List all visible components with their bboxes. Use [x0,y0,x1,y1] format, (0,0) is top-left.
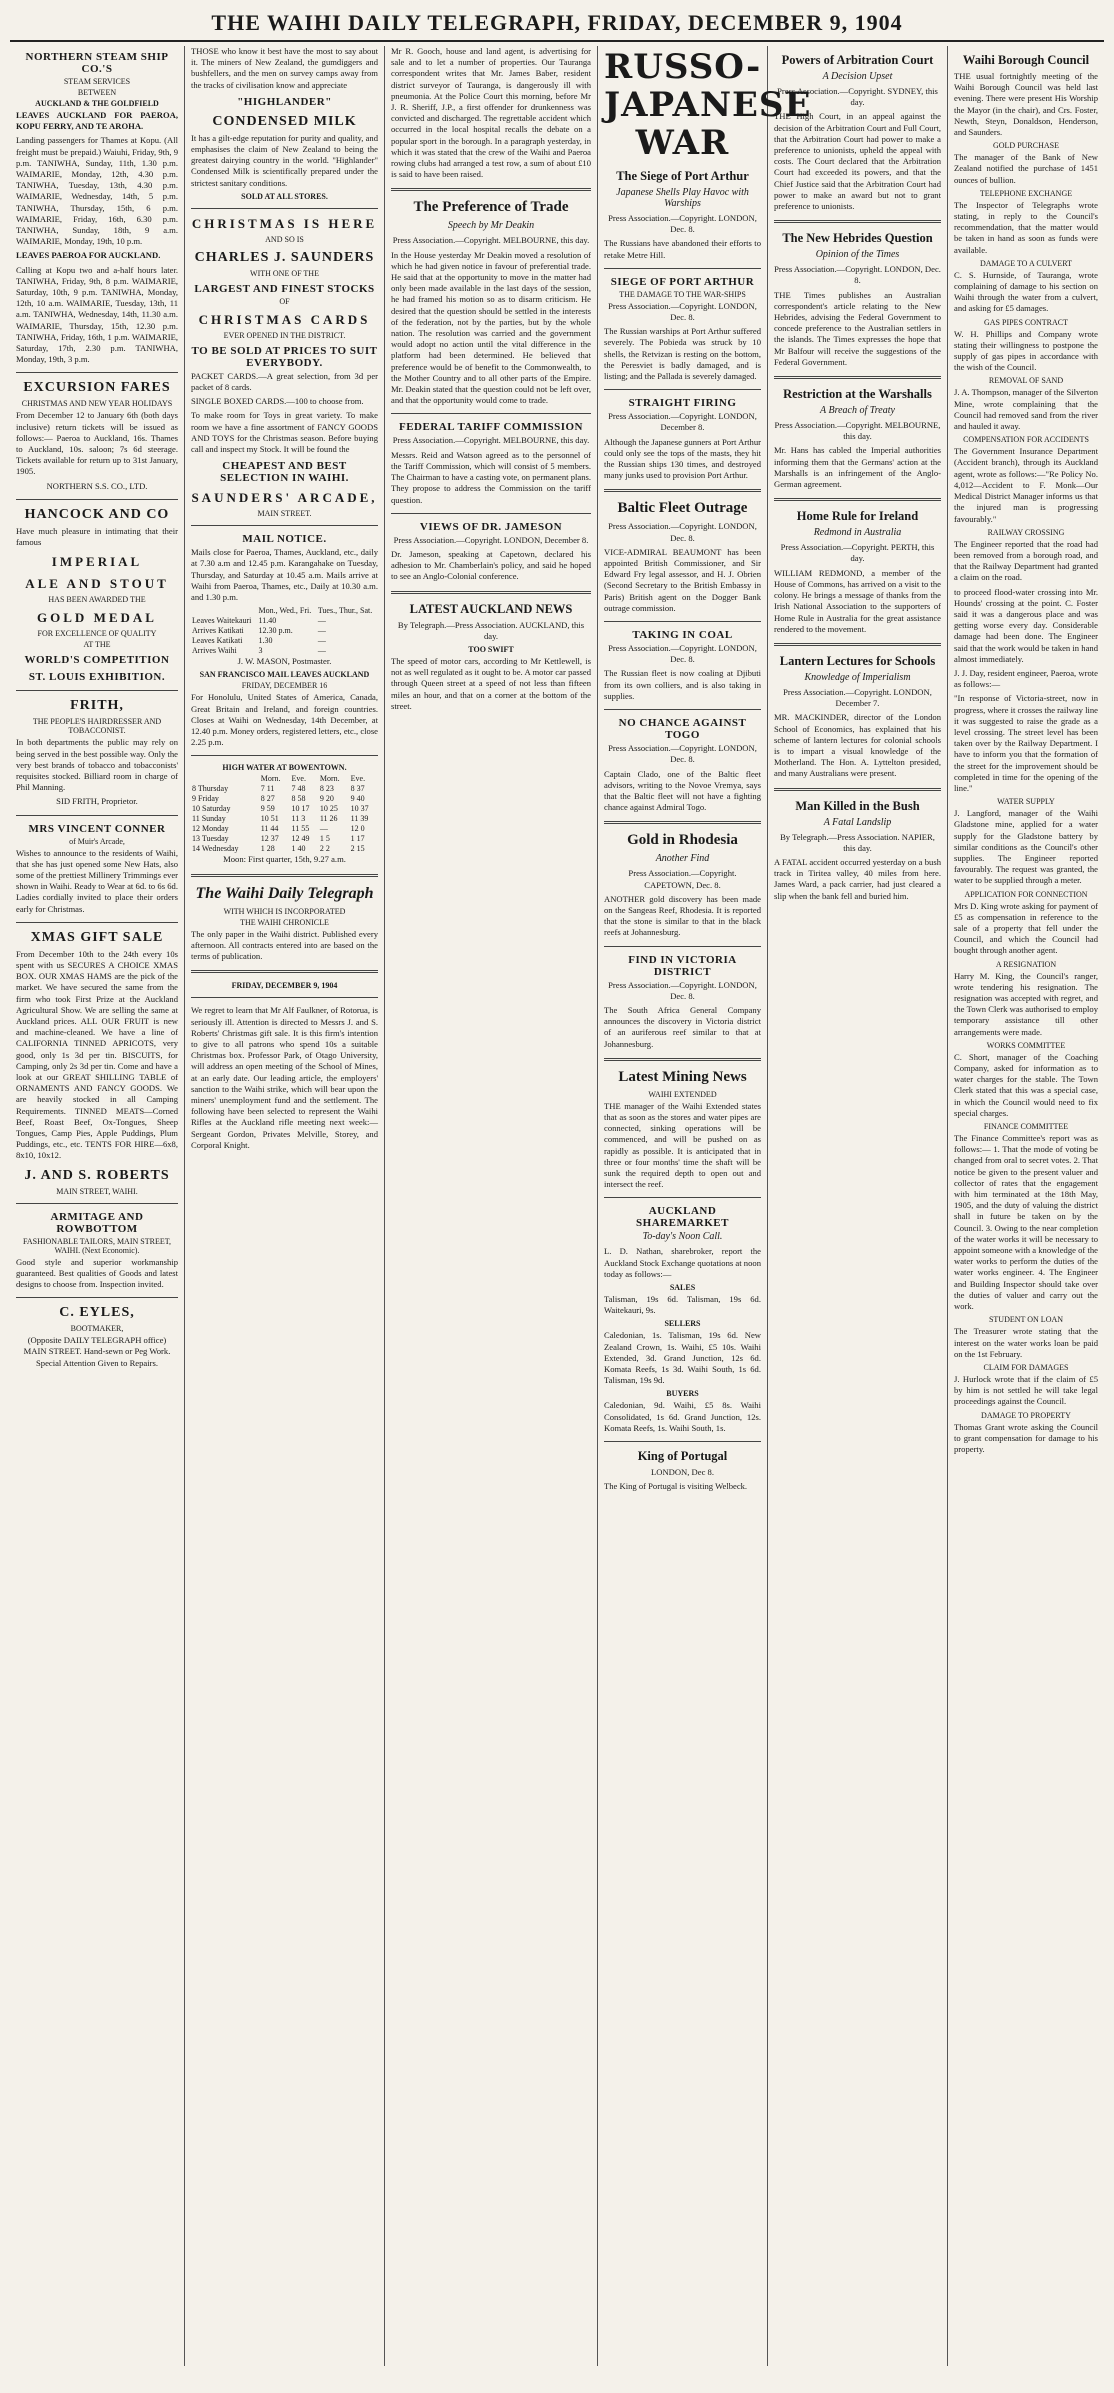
armit-body: Good style and superior workmanship guaranteed. Best qualities of Goods and latest designs to choose from. Inspection invited. [16,1256,178,1289]
xmas-title: XMAS GIFT SALE [30,929,164,945]
section-head: APPLICATION FOR CONNECTION [964,889,1088,899]
hancock-title: HANCOCK AND CO [24,506,170,522]
armit-title: ARMITAGE AND ROWBOTTOM [50,1210,144,1235]
section-head: DAMAGE TO PROPERTY [981,1410,1071,1420]
table-cell: — [317,626,326,636]
section-body: The Engineer reported that the road had been removed from a borough road, and that the Railway Department had granted a claim on the road. [954,538,1098,583]
column-2 [185,46,385,2366]
firing-press: Press Association.—Copyright. LONDON, December 8. [608,411,757,433]
table-cell: 11 26 [319,814,338,824]
table-cell: 1.30 [258,636,273,646]
section-head: STUDENT ON LOAN [988,1315,1064,1325]
siege-sub: Japanese Shells Play Havoc with Warships [616,187,749,209]
divider [191,874,378,877]
table-cell: 9 59 [260,804,275,814]
hancock-at: AT THE [83,640,111,650]
lec-sub: Knowledge of Imperialism [804,671,911,683]
table-header: Mon., Wed., Fri. [258,606,312,616]
section-head: TELEPHONE EXCHANGE [979,188,1073,198]
togo-body: Captain Clado, one of the Baltic fleet advisors, writing to the Novoe Vremya, says that the Baltic fleet will not have a fighting chance against Admiral Togo. [604,768,761,813]
portugal-press: LONDON, Dec 8. [650,1467,714,1478]
vic-press: Press Association.—Copyright. LONDON, Dec. 8. [608,979,757,1001]
firing-title: STRAIGHT FIRING [628,397,737,410]
arb-body: THE High Court, in an appeal against the decision of the Arbitration Court and Full Court, that the Arbitration Court had power to make a preference to unionists, upheld the appeal with costs. The Court declared that the Arbitration Court had exceeded its powers, and that the Chief Justice said that the Arbitration Court had power to make an award but not to grant preference to unionists. [774,111,941,212]
sf-body: For Honolulu, United States of America, Canada, Great Britain and Ireland, and foreign countries. Closes at Waihi on Wednesday, 14th December, at 12.40 p.m. Money orders, registered letters, etc., close 2.25 p.m. [191,692,378,748]
war-headline: RUSSO-JAPANESE WAR [604,47,812,163]
hw-moon: Moon: First quarter, 15th, 9.27 a.m. [223,854,346,865]
ch-cheapest: CHEAPEST AND BEST SELECTION IN WAIHI. [220,460,349,485]
date-line: FRIDAY, DECEMBER 9, 1904 [231,981,338,991]
hancock-world: WORLD'S COMPETITION [24,654,170,667]
divider [191,997,378,998]
hancock-stl: ST. LOUIS EXHIBITION. [28,671,166,684]
hancock-imperial: IMPERIAL [51,554,143,570]
conner-title: MRS VINCENT CONNER [28,822,166,835]
council-title: Waihi Borough Council [962,53,1090,67]
divider [774,788,941,791]
editorial: We regret to learn that Mr Alf Faulkner, of Rotorua, is seriously ill. Attention is directed to Messrs J. and S. Roberts' Christmas gift sale. It is this firm's intention to give to all patrons who spend 10s a suitable Christmas box. Professor Park, of Otago University, will address an open meeting of the School of Mines, at an early date. Our leading article, the employers' sanction to the Waihi strike, which will bear upon the miners' unemployment fund and the settlement. The following have been selected to represent the Waihi Rifles at the Auckland rifle meeting next week:—Sergeant Gordon, Privates Melville, Storey, and Corporal Knight. [191,1005,378,1150]
section-body: C. Short, manager of the Coaching Company, asked for information as to water charges for the stable. The Town Clerk stated that this was a special case, in which the Council would need to fix special charges. [954,1051,1098,1118]
hl-sold: SOLD AT ALL STORES. [241,191,328,201]
pref-press: Press Association.—Copyright. MELBOURNE, this day. [392,235,590,246]
divider [604,1058,761,1061]
section-head: REMOVAL OF SAND [988,376,1064,386]
divider [391,413,591,414]
ship-body: Landing passengers for Thames at Kopu. (All freight must be prepaid.) Waiuhi, Friday, 9th, 9 p.m. TANIWHA, Sunday, 11th, 1.30 p.m. WAIMARIE, Monday, 12th, 4.30 p.m. TANIWHA, Tuesday, 13th, 4.30 p.m. WAIMARIE, Wednesday, 14th, 5 p.m. TANIWHA, Thursday, 15th, 6 p.m. WAIMARIE, Friday, 16th, 6.30 p.m. TANIWHA, Sunday, 18th, 9 a.m. WAIMARIE, Monday, 19th, 10 p.m. [16,135,178,247]
table-cell: 3 [258,646,263,656]
table-row [191,636,378,646]
table-cell: 10 51 [260,814,279,824]
table-cell: 7 11 [260,784,275,794]
table-row [191,616,378,626]
table-cell: 1 28 [260,844,275,854]
share-buyers: Caledonian, 9d. Waihi, £5 8s. Waihi Consolidated, 1s 6d. Grand Junction, 12s. Komata Reefs, 1s. Waihi South, 1s. [604,1400,761,1433]
table-cell: 7 48 [291,784,306,794]
section-body: J. Hurlock wrote that if the claim of £5 by him is not settled he will take legal proceedings against the Council. [954,1373,1098,1407]
table-cell: 9 Friday [192,794,219,804]
divider [774,376,941,379]
hr-title: Home Rule for Ireland [796,509,919,524]
arb-sub: A Decision Upset [822,71,893,82]
share-sub: To-day's Noon Call. [642,1231,723,1243]
tariff-press: Press Association.—Copyright. MELBOURNE, this day. [392,435,590,446]
ch-main: MAIN STREET. [257,509,312,519]
firing-body: Although the Japanese gunners at Port Arthur could only see the tops of the masts, they hit the Russian ships 130 times, and destroyed many junks used to provision Port Arthur. [604,436,761,481]
table-cell: 10 25 [319,804,338,814]
table-row [191,824,378,834]
divider [16,815,178,816]
logo-sub: WITH WHICH IS INCORPORATED [223,906,346,916]
lec-press: Press Association.—Copyright. LONDON, December 7. [783,686,932,709]
table-row [191,794,378,804]
section-head: RAILWAY CROSSING [987,527,1065,537]
frith-body: In both departments the public may rely on being served in the best possible way. Only the very best brands of tobacco and tobacconists' requisites stocked. Billiard room in charge of Phil Manning. [16,737,178,793]
latest-title: LATEST AUCKLAND NEWS [409,601,573,616]
arb-title: Powers of Arbitration Court [781,53,934,67]
hr-body: WILLIAM REDMOND, a member of the House of Commons, has arrived on a visit to the colony. He brings a message of thanks from the Irish National Association to the supporters of Home Rule in Australia for the great assistance rendered to the movement. [774,567,941,634]
table-header: Tues., Thur., Sat. [317,606,373,616]
table-cell: 12 49 [291,834,310,844]
hr-press: Press Association.—Copyright. PERTH, this day. [780,542,935,564]
ch-opened: EVER OPENED IN THE DISTRICT. [223,330,346,340]
ship-title: NORTHERN STEAM SHIP CO.'S [25,51,169,75]
table-cell: 8 Thursday [192,784,229,794]
sf-title: SAN FRANCISCO MAIL LEAVES AUCKLAND [199,670,370,680]
ship-between: BETWEEN [77,88,117,97]
ch-name: CHARLES J. SAUNDERS [194,249,375,265]
table-cell: 9 20 [319,794,334,804]
pref-sub: Speech by Mr Deakin [447,220,535,232]
section-body: W. H. Phillips and Company wrote stating their willingness to postpone the supply of gas pipes in accordance with the wish of the Council. [954,328,1098,373]
mining-title: Latest Mining News [618,1068,747,1085]
share-title: AUCKLAND SHAREMARKET [636,1205,729,1230]
divider [191,525,378,526]
lec-title: Lantern Lectures for Schools [779,653,936,668]
table-cell: 1 17 [350,834,365,844]
section-head: A RESIGNATION [995,959,1057,969]
table-cell: 11 Sunday [192,814,226,824]
conner-body: Wishes to announce to the residents of Waihi, that she has just opened some New Hats, also some of the prettiest Millinery Trimmings ever shown in Waihi. Ready to Wear at 6d. to 6s 6d. Ladies cordially invited to place their orders early for Christmas. [16,847,178,914]
nh-sub: Opinion of the Times [815,249,900,261]
column-5 [768,46,948,2366]
high-water-table [191,774,378,854]
divider [774,220,941,223]
togo-title: NO CHANCE AGAINST TOGO [618,717,747,742]
table-cell: 11 39 [350,814,369,824]
ch-packet: PACKET CARDS.—A great selection, from 3d per packet of 8 cards. [191,370,378,393]
baltic-title: Baltic Fleet Outrage [617,500,748,517]
section-body: The Finance Committee's report was as follows:— 1. That the mode of voting be changed from oral to secret votes. 2. That notice be given to the present valuer and collector of rates that the engagement with him terminated at the 18th May, 1905, and the duty of valuing the district shall in future be taken on by the Council. 3. Owing to the near completion of the water works it will be necessary to appoint someone with a knowledge of the water works to perform the duties of the water works engineer. 4. The Engineer and Building Inspector should take over the duties of valuer and carry out the work. [954,1133,1098,1312]
pref-title: The Preference of Trade [413,199,569,216]
exc-sign: NORTHERN S.S. CO., LTD. [46,480,148,491]
bush-sub: A Fatal Landslip [823,816,892,828]
mining-body: THE manager of the Waihi Extended states that as soon as the stores and water pipes are connected, sinking operations will be commenced, and will be pushed on as rapidly as possible. It is anticipated that in three or four months' time the shaft will be sunk the required depth to open out and intersect the reef. [604,1100,761,1190]
masthead: THE WAIHI DAILY TELEGRAPH, FRIDAY, DECEMBER 9, 1904 [10,10,1104,42]
table-cell: 12.30 p.m. [258,626,293,636]
table-cell: 12 37 [260,834,279,844]
table-header: Morn. [319,774,340,784]
section-head: FINANCE COMMITTEE [983,1122,1069,1132]
table-cell: 11.40 [258,616,277,626]
table-cell: — [317,646,326,656]
section-body: to proceed flood-water crossing into Mr. Hounds' crossing at the point. C. Foster said it was a dangerous place and was getting worse every day. Considerable damage had been done. The Engineer said that the work would be taken in hand almost immediately. [954,586,1098,664]
lec-body: MR. MACKINDER, director of the London School of Economics, has explained that his scheme of lantern lectures for colonial schools is to impart a visual knowledge of the Motherland. The Hon. A. Lyttelton presided, and many Australians were present. [774,712,941,779]
share-sellers-head: SELLERS [664,1319,701,1329]
section-body: The Inspector of Telegraphs wrote stating, in reply to the Council's recommendation, that the matter would be taken in hand as soon as funds were available. [954,199,1098,255]
divider [604,946,761,947]
table-cell: 14 Wednesday [192,844,239,854]
ch-of: OF [279,296,290,306]
hl-title: "HIGHLANDER" [237,95,332,108]
logo-sub2: THE WAIHI CHRONICLE [240,917,329,927]
table-cell: 12 Monday [192,824,229,834]
divider [604,1441,761,1442]
vic-body: The South Africa General Company announces the discovery in Victoria district of an auriferous reef similar to that at Johannesburg. [604,1004,761,1049]
hancock-award: HAS BEEN AWARDED THE [48,595,146,605]
newspaper-logo: The Waihi Daily Telegraph [195,884,374,902]
latest-body: The speed of motor cars, according to Mr Kettlewell, is not as well regulated as it ought to be. A motor car passed through Queen street at a speed of not less than fifteen miles an hour, and that on a corner at the bottom of the street. [391,655,591,711]
divider [774,498,941,501]
mail-title: MAIL NOTICE. [242,533,327,546]
ch-and: AND SO IS [265,234,304,244]
frith-title: FRITH, [70,698,124,714]
gold-body: ANOTHER gold discovery has been made on the Sangeas Reef, Rhodesia. It is reported that the stone is similar to that in the black reefs at Johannesburg. [604,893,761,938]
exc-title: EXCURSION FARES [23,380,171,396]
baltic-body: VICE-ADMIRAL BEAUMONT has been appointed British Commissioner, and Sir Edward Fry legal assessor, and H. J. Obrien (Second Secretary to the British Embassy in Paris) British agent on the Dogger Bank outrage commission. [604,546,761,613]
vic-title: FIND IN VICTORIA DISTRICT [628,953,737,978]
section-head: GAS PIPES CONTRACT [983,317,1068,327]
ch-arcade: SAUNDERS' ARCADE, [191,490,378,506]
conner-sub: of Muir's Arcade, [69,836,125,846]
divider [16,372,178,373]
tariff-body: Messrs. Reid and Watson agreed as to the personnel of the Tariff Commission, which will consist of 5 members. The Chairman to have a casting vote, on permanent plans. They propose to address the Commission on the tariff question. [391,449,591,505]
gold-title: Gold in Rhodesia [627,832,738,849]
table-row [191,804,378,814]
divider [391,591,591,594]
section-body: "In response of Victoria-street, now in progress, where it crosses the railway line it was suggested to raise the grade as a level crossing. The street level has been taken over by the Railway Department. I have to inform you that the formation of the street for the improvement should be completed in time for the opening of the line." [954,693,1098,793]
section-head: DAMAGE TO A CULVERT [979,258,1073,268]
divider [391,513,591,514]
table-cell: 9 40 [350,794,365,804]
column-3 [385,46,598,2366]
dmg-sub: THE DAMAGE TO THE WAR-SHIPS [619,289,746,299]
coal-title: TAKING IN COAL [632,629,733,642]
wh-sub: A Breach of Treaty [820,405,895,417]
table-cell: Arrives Waihi [192,646,237,656]
roberts-title: J. AND S. ROBERTS [24,1167,170,1183]
mining-sub: WAIHI EXTENDED [648,1089,717,1099]
share-body: L. D. Nathan, sharebroker, report the Auckland Stock Exchange quotations at noon today as follows:— [604,1246,761,1279]
ch-sold: TO BE SOLD AT PRICES TO SUIT EVERYBODY. [191,344,378,369]
share-sellers: Caledonian, 1s. Talisman, 19s 6d. New Zealand Crown, 1s. Waihi, £5 10s. Waihi Extended, 3d. Grand Junction, 12s 6d. Komata Reefs, 1s 3d. Waihi South, 1s 6d. Talisman, 19s 9d. [604,1330,761,1386]
table-cell: 2 2 [319,844,330,854]
ch-cards: CHRISTMAS CARDS [198,311,371,327]
divider [774,643,941,646]
hl-milk: CONDENSED MILK [212,113,357,129]
table-cell: 8 37 [350,784,365,794]
section-head: COMPENSATION FOR ACCIDENTS [963,435,1089,445]
dmg-title: SIEGE OF PORT ARTHUR [610,275,755,288]
column-1 [10,46,185,2366]
table-cell: 11 3 [291,814,306,824]
divider [191,755,378,756]
wh-body: Mr. Hans has cabled the Imperial authorities informing them that the Germans' action at the Marshalls is an infringement of the Anglo-German agreement. [774,445,941,490]
table-cell: 10 Saturday [192,804,231,814]
coal-press: Press Association.—Copyright. LONDON, Dec. 8. [608,643,757,665]
frith-sign: SID FRITH, Proprietor. [56,796,138,807]
nh-title: The New Hebrides Question [782,231,933,246]
wh-press: Press Association.—Copyright. MELBOURNE, this day. [774,420,941,442]
ship-body2: Calling at Kopu two and a-half hours later. TANIWHA, Friday, 9th, 8 p.m. WAIMARIE, Saturday, 10th, 9 p.m. TANIWHA, Monday, 12th, 10 a.m. WAIMARIE, Tuesday, 13th, 11 a.m. TANIWHA, Wednesday, 14th, 11.30 a.m. WAIMARIE, Thursday, 15th, 12.30 p.m. TANIWHA, Friday, 16th, 1 p.m. WAIMARIE, Saturday, 17th, 2.30 p.m. TANIWHA, Monday, 19th, 3 p.m. [16,264,178,365]
jam-body: Dr. Jameson, speaking at Capetown, declared his adhesion to Mr. Chamberlain's policy, and said he hoped to see an Anglo-Colonial conference. [391,548,591,582]
section-head: WORKS COMMITTEE [986,1040,1066,1050]
divider [604,268,761,269]
table-cell: 1 40 [291,844,306,854]
divider [16,1203,178,1204]
ch-title: CHRISTMAS IS HERE [191,215,378,231]
roberts-sub: MAIN STREET, WAIHI. [56,1186,138,1196]
jam-press: Press Association.—Copyright. LONDON, December 8. [393,534,589,545]
table-header: Eve. [350,774,366,784]
siege-body: The Russians have abandoned their efforts to retake Metre Hill. [604,238,761,260]
mail-body: Mails close for Paeroa, Thames, Auckland, etc., daily at 7.30 a.m and 12.45 p.m. Karangahake on Tuesday, Thursday, and Saturday at 10.45 a.m. Mails arrive at Waihi from Paeroa, Thames, etc., Daily at 10.30 a.m. and 1.30 p.m. [191,547,378,603]
section-body: The Treasurer wrote stating that the interest on the water works loan be paid on the 1st February. [954,1326,1098,1359]
dmg-press: Press Association.—Copyright. LONDON, Dec. 8. [608,300,757,323]
latest-press: By Telegraph.—Press Association. AUCKLAND, this day. [397,619,585,641]
table-header: Eve. [291,774,306,784]
columns [10,46,1104,2366]
divider [604,489,761,492]
pref-body: In the House yesterday Mr Deakin moved a resolution of which he had given notice in favour of preferential trade. He said that at the opportunity to move in the matter had only been made available in the last days of the session, he had framed his motion so as to disarm criticism. He desired that the question should be settled in the interests of the federation, not by the parties, but by the whole nation. The resolution was carried and the government would adopt no action until the vital difference in the platform had been determined. He believed that preference would be of benefit to the Commonwealth, to the Mother Country and to all other parts of the Empire. Mr. Deakin stated that the question could not be left over, and that the opportunity would come to trade. [391,249,591,406]
table-header: Morn. [260,774,281,784]
ch-with: WITH ONE OF THE [250,268,319,278]
section-body: J. A. Thompson, manager of the Silverton Mine, wrote complaining that the Council had removed sand from the river and hauled it away. [954,387,1098,432]
frith-sub: THE PEOPLE'S HAIRDRESSER AND TOBACCONIST. [32,717,162,736]
divider [604,621,761,622]
table-cell: 2 15 [350,844,365,854]
divider [16,690,178,691]
section-body: The Government Insurance Department (Accident branch), through its Auckland agent, wrote as follows:—"Re Policy No. 4,012—Accident to F. Monk—Our Medical District Manager informs us that the injured man is progressing favourably." [954,446,1098,524]
mail-sign: J. W. MASON, Postmaster. [237,656,332,667]
intro-body: Mr R. Gooch, house and land agent, is advertising for sale and to let a number of properties. Our Tauranga correspondent writes that Mr. James Baber, resident district surveyor of Tauranga, is dangerously ill with pneumonia. At the Police Court this morning, before Mr J. R. Sheriff, J.P., a first offender for drunkenness was convicted and discharged. The regrettable accident which occurred in the local hospital recalls the debate on a popular sport in the borough. In a paragraph yesterday, in which it was stated that the crew of the Waihi and Paeroa rowing clubs had arranged a test row, a sum of about £10 is said to have been raised. [391,46,591,180]
table-row [191,834,378,844]
xmas-body: From December 10th to the 24th every 10s spent with us SECURES A CHOICE XMAS BOX. OUR XMAS HAMS are the pick of the market. We have secured the same from the firm who took First Prize at the Auckland Agricultural Show. We are selling the same at Auckland prices. ALL OUR FRUIT is new and machine-cleaned. We have a line of CALIFORNIA TINNED APRICOTS, very good, only 1s 3d per tin. BISCUITS, for Camping, only 2s 3d per tin. Come and have a look at our GREAT SHILLING TABLE of ORNAMENTS AND FANCY GOODS. We are heavily stocked in all Camping Requirements. TINNED MEATS—Corned Beef, Roast Beef, Ox-Tongues, Sheep Tongues, Camp Pies, Apple Puddings, Plum Puddings, etc., etc. TENTS FOR HIRE—6x8, 8x10, 10x12. [16,948,178,1161]
tariff-title: FEDERAL TARIFF COMMISSION [398,421,584,434]
divider [604,389,761,390]
table-cell: 1 5 [319,834,330,844]
eyles-body: (Opposite DAILY TELEGRAPH office) MAIN STREET. Hand-sewn or Peg Work. Special Attention Given to Repairs. [23,1335,171,1368]
table-header [191,774,260,784]
section-head: GOLD PURCHASE [992,141,1059,151]
column-6 [948,46,1104,2366]
divider [16,922,178,923]
table-row [191,844,378,854]
siege-press: Press Association.—Copyright. LONDON, Dec. 8. [608,213,757,235]
exc-sub: CHRISTMAS AND NEW YEAR HOLIDAYS [21,399,173,409]
hancock-intro: Have much pleasure in intimating that their famous [16,525,178,548]
dmg-body: The Russian warships at Port Arthur suffered severely. The Pobieda was struck by 10 shells, the Retvizan is resting on the bottom, the Peresviet is badly damaged, and is listing; and the Pallada is severely damaged. [604,326,761,382]
table-cell: 12 0 [350,824,365,834]
table-cell: — [317,636,326,646]
table-cell: 11 55 [291,824,310,834]
hr-sub: Redmond in Australia [813,527,902,539]
hl-intro: THOSE who know it best have the most to say about it. The miners of New Zealand, the gumdiggers and bushfellers, and the men on survey camps away from the tracks of civilisation know and appreciate [191,46,378,90]
mail-table [191,606,378,656]
section-body: J. Langford, manager of the Waihi Gladstone mine, applied for a water supply for the Gladstone battery by similar conditions as the Council's other supplies. The Engineer reported favourably. The request was granted, the water to be supplied through a meter. [954,808,1098,886]
latest-sub: TOO SWIFT [468,644,514,654]
ship-route: AUCKLAND & THE GOLDFIELD [35,99,159,108]
divider [391,188,591,191]
table-cell: 8 58 [291,794,306,804]
newspaper-page [10,10,1104,2373]
portugal-title: King of Portugal [637,1449,728,1464]
table-cell: 10 17 [291,804,310,814]
armit-sub: FASHIONABLE TAILORS, MAIN STREET, WAIHI. (Next Economic). [22,1236,172,1255]
table-cell: — [319,824,328,834]
section-head: WATER SUPPLY [997,797,1055,807]
gold-sub: Another Find [655,853,710,865]
table-row [191,814,378,824]
divider [16,1297,178,1298]
section-body: Mrs D. King wrote asking for payment of £5 as compensation in reference to the sale of a property that fell under the Council, and which the Council had bought through another agent. [954,900,1098,956]
wh-title: Restriction at the Warshalls [783,387,932,402]
section-body: J. J. Day, resident engineer, Paeroa, wrote as follows:— [954,667,1098,690]
arb-press: Press Association.—Copyright. SYDNEY, this day. [777,86,938,108]
nh-press: Press Association.—Copyright. LONDON, Dec. 8. [774,264,941,286]
togo-press: Press Association.—Copyright. LONDON, Dec. 8. [608,743,757,765]
table-cell: Arrives Katikati [192,626,244,636]
portugal-body: The King of Portugal is visiting Welbeck. [604,1481,748,1492]
section-body: Thomas Grant wrote asking the Council to grant compensation for damage to his property. [954,1421,1098,1454]
share-sales-head: SALES [669,1282,696,1292]
jam-title: VIEWS OF DR. JAMESON [419,520,563,533]
baltic-press: Press Association.—Copyright. LONDON, Dec. 8. [608,521,757,543]
table-cell: 8 27 [260,794,275,804]
eyles-sub: BOOTMAKER, [70,1324,124,1334]
table-header [191,606,258,616]
bush-press: By Telegraph.—Press Association. NAPIER, this day. [780,831,935,853]
hancock-excel: FOR EXCELLENCE OF QUALITY [37,629,157,639]
bush-title: Man Killed in the Bush [795,798,920,813]
table-cell: — [317,616,326,626]
divider [191,970,378,973]
divider [604,1197,761,1198]
hl-body: It has a gilt-edge reputation for purity and quality, and emphasises the claim of New Zealand to being the greatest dairying country in the world. "Highlander" Condensed Milk is scientifically prepared under the strictest sanitary conditions. [191,132,378,188]
section-body: Harry M. King, the Council's ranger, wrote tendering his resignation. The resignation was accepted with regret, and the Town Clerk was authorised to employ temporary assistance till other arrangements were made. [954,970,1098,1037]
ship-sub: STEAM SERVICES [63,77,131,86]
column-4 [598,46,812,2366]
section-head: CLAIM FOR DAMAGES [983,1362,1069,1372]
siege-title: The Siege of Port Arthur [616,169,749,183]
divider [191,208,378,209]
divider [16,499,178,500]
logo-body: The only paper in the Waihi district. Published every afternoon. All contracts entered into are based on the terms of publication. [191,928,378,962]
table-row [191,784,378,794]
table-cell: 10 37 [350,804,369,814]
ch-body: To make room for Toys in great variety. To make room we have a fine assortment of FANCY GOODS AND TOYS for the Christmas season. Before buying call and inspect my Stock. It will be found the [191,410,378,455]
divider [604,821,761,824]
bush-body: A FATAL accident occurred yesterday on a bush track in Tiritea valley, 40 miles from here. James Ward, a pack carrier, had just cleared a slip when the bank fell and buried him. [774,856,941,901]
table-cell: 8 23 [319,784,334,794]
table-cell: Leaves Waitekauri [192,616,252,626]
share-sales: Talisman, 19s 6d. Talisman, 19s 6d. Waitekauri, 9s. [604,1293,761,1316]
eyles-title: C. EYLES, [59,1305,135,1321]
ch-largest: LARGEST AND FINEST STOCKS [194,282,375,295]
table-cell: Leaves Katikati [192,636,243,646]
ship-leave: LEAVES AUCKLAND FOR PAEROA, KOPU FERRY, AND TE AROHA. [16,110,178,132]
nh-body: THE Times publishes an Australian correspondent's article relating to the New Hebrides, advising the Federal Government to concede preference to the Australian settlers in the islands. The Times expresses the hope that Mr Balfour will receive the suggestions of the Federal Government. [774,289,941,367]
table-cell: 13 Tuesday [192,834,229,844]
section-body: C. S. Hurnside, of Tauranga, wrote complaining of damage to his section on Waihi through the water from a culvert, and asking for £5 damages. [954,269,1098,314]
share-buyers-head: BUYERS [666,1389,699,1399]
table-row [191,646,378,656]
gold-press: Press Association.—Copyright. CAPETOWN, Dec. 8. [628,868,737,890]
coal-body: The Russian fleet is now coaling at Djibuti from its own colliers, and is also taking in supplies. [604,668,761,701]
council-body: THE usual fortnightly meeting of the Waihi Borough Council was held last evening. There were present His Worship the Mayor (in the chair), and Crs. Foster, Newth, Steyn, Donaldson, Henderson, and Saunders. [954,71,1098,138]
table-cell: 11 44 [260,824,279,834]
table-row [191,626,378,636]
hw-title: HIGH WATER AT BOWENTOWN. [222,763,347,773]
divider [604,709,761,710]
ship-leave2: LEAVES PAEROA FOR AUCKLAND. [16,250,161,261]
hancock-ale: ALE AND STOUT [25,576,169,592]
hancock-gold: GOLD MEDAL [37,610,157,626]
exc-body: From December 12 to January 6th (both days inclusive) return tickets will be issued as follows:— Paeroa to Auckland, 16s. Thames to Auckland, 10s. saloon; 7s 6d steerage. Tickets available for return up to 31st January, 1905. [16,410,178,477]
ch-single: SINGLE BOXED CARDS.—100 to choose from. [191,396,364,407]
sf-date: FRIDAY, DECEMBER 16 [241,681,328,691]
section-body: The manager of the Bank of New Zealand notified the purchase of 1451 ounces of bullion. [954,152,1098,185]
